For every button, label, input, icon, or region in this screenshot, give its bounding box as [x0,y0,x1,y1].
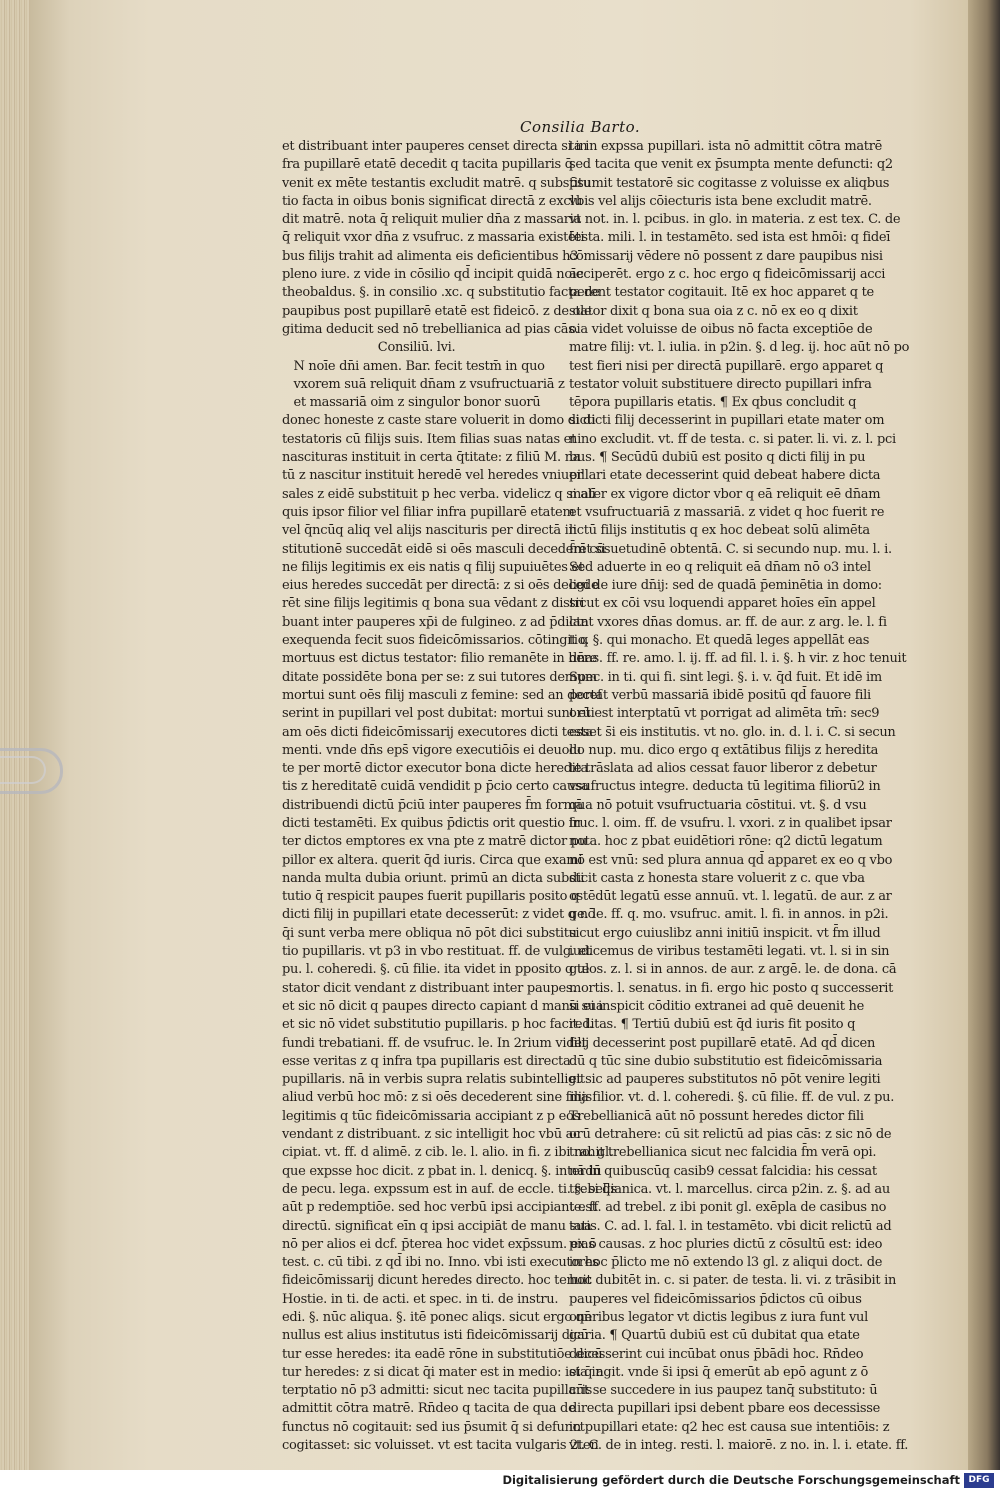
text-line: eius heredes succedāt per directā: z si oēs decede [282,578,599,594]
text-line: tutio q̄ respicit paupes fuerit pupillaris posito q [282,889,580,905]
text-line: vbis vel alijs cōiecturis ista bene excludit matrē. [569,193,872,209]
text-line: exequenda fecit suos fideicōmissarios. cōtingit q [282,633,588,649]
text-line: dū q tūc sine dubio substitutio est fideicōmissaria [569,1053,883,1069]
text-line: nullus est alius institutus isti fideicōmissarij dicū [282,1328,589,1344]
text-line: ta in expssa pupillari. ista nō admittit cōtra matrē [569,139,883,154]
text-line: et sic nō dicit q paupes directo capiant d manu sua [282,998,604,1014]
text-line: Hostie. in ti. de acti. et spec. in ti. de instru. [282,1291,559,1307]
text-line: vt. C. de in integ. resti. l. maiorē. z no. in. l. i. etate. ff. [569,1438,909,1454]
text-line: et vsufructuariā z massariā. z videt q hoc fuerit re [569,504,885,520]
text-line: nascituras instituit in certa q̄titate: z filiū M. na [282,450,581,466]
text-line: testator voluit substituere directo pupillari infra [569,376,872,392]
text-line: venit ex mēte testantis excludit matrē. q substitu [282,175,591,191]
text-line: orū detrahere: cū sit relictū ad pias cās: z sic nō de [569,1127,892,1143]
text-line: perent testator cogitauit. Itē ex hoc apparet q te [569,285,874,301]
dfg-logo: DFG [964,1473,994,1488]
text-line: N noīe dn̄i amen. Bar. fecit testm̄ in quo [282,358,545,374]
text-line: portat verbū massariā ibidē positū qd̄ fauore fili [569,687,871,703]
text-line: filij decesserint post pupillarē etatē. Ad qd̄ dicen [569,1035,876,1051]
text-line: matre filij: vt. l. iulia. in p2in. §. d leg. ij. hoc aūt nō po [569,340,910,356]
funding-notice: Digitalisierung gefördert durch die Deutsche Forschungsgemeinschaft [502,1473,960,1487]
text-line: et distribuant inter pauperes censet directa si in [282,139,588,154]
text-line: bus. ¶ Secūdū dubiū est posito q dicti filij in pu [569,450,866,466]
text-line: p̄sumit testatorē sic cogitasse z voluisse ex aliqbus [569,175,890,191]
text-line: ditate possidēte bona per se: z sui tutores demum [282,669,597,685]
text-line: cipiat. vt. ff. d alimē. z cib. le. l. alio. in fi. z ibi no. gl. [282,1145,613,1161]
text-line: si dicti filij decesserint in pupillari etate mater om [569,413,885,429]
text-line: stator dicit vendant z distribuant inter paupes. [282,980,577,996]
text-line: vel q̄ncūq aliq vel alijs nascituris per directā in [282,523,577,539]
text-line: mortis. l. senatus. in fi. ergo hic posto q successerit [569,980,894,996]
text-line: pillor ex altera. querit q̄d iuris. Circa que exami [282,852,583,868]
text-line: mortui sunt oēs filij masculi z femine: sed an decef [282,687,602,703]
text-line: decesserint cui incūbat onus p̄bādi hoc. Rn̄deo [569,1346,864,1362]
text-line: admittit cōtra matrē. Rn̄deo q tacita de qua de [282,1401,576,1417]
text-line: pleno iure. z vide in cōsilio qd̄ incipit quidā noīe [282,267,584,283]
text-line: tio facta in oibus bonis significat directā z exclu [282,193,583,209]
paper-clip-inner-icon [0,756,46,784]
text-line: aūt p redemptiōe. sed hoc verbū ipsi accipiant est [282,1200,597,1216]
text-line: sicut ergo cuiuslibz anni initiū inspicit. vt f̄m illud [569,925,881,941]
text-line: q̄i sunt verba mere obliqua nō pōt dici substitu [282,925,577,941]
text-line: rēt sine filijs legitimis q bona sua vēdant z distri [282,596,585,612]
text-line: oneribus legator vt dictis legibus z iura funt vul [569,1310,868,1325]
text-line: pupillaris. nā in verbis supra relatis subintelligit [282,1072,585,1088]
text-line: paupibus post pupillarē etatē est fideicō. z de ole [282,303,592,319]
text-line: ma filior. vt. d. l. coheredi. §. cū filie. ff. de vul. z pu. [569,1090,895,1106]
text-line: sales z eidē substituit p hec verba. videlicz q si alī [282,486,596,502]
text-line: tēpora pupillaris etatis. ¶ Ex qbus concludit q [569,395,857,411]
text-line: test fieri nisi per directā pupillarē. ergo apparet q [569,358,884,374]
text-line: gulos. z. l. si in annos. de aur. z argē. le. de dona. cā [569,962,897,978]
text-line: pauperes vel fideicōmissarios p̄dictos cū oibus [569,1291,862,1307]
text-line: tis z hereditatē cuidā vendidit p p̄cio certo causa [282,779,589,795]
text-line: vendant z distribuant. z sic intelligit hoc vbū ac [282,1127,581,1143]
text-line: tatis. C. ad. l. fal. l. in testamēto. vbi dicit relictū ad [569,1218,892,1234]
text-line: tio. §. qui monacho. Et quedā leges appellāt eas [569,633,870,649]
text-line: edi. §. nūc aliqua. §. itē ponec aliqs. sicut ergo qn̄ [282,1310,592,1325]
text-line: ne filijs legitimis ex eis natis q filij supuiuētes et [282,559,584,575]
text-line: ter dictos emptores ex vna pte z matrē dictor pu [282,834,587,850]
text-line: gitima deducit sed nō trebellianica ad pias cās. [282,321,579,337]
text-line: te trāslata ad alios cessat fauor liberor z debetur [569,761,877,777]
text-line: in pupillari etate: q2 hec est causa sue intentiōis: z [569,1419,890,1435]
text-line: aliud verbū hoc mō: z si oēs decederent sine filijs [282,1090,592,1106]
text-line: nota. hoc z pbat euidētiori rōne: q2 dictū legatum [569,834,883,850]
text-line: q̄ reliquit vxor dn̄a z vsufruc. z massaria existēti [282,230,585,246]
text-line: theobaldus. §. in consilio .xc. q substitutio facta de [282,285,600,301]
text-line: et massariā oim z singulor bonor suorū [282,395,541,411]
text-line: pias causas. z hoc pluries dictū z cōsultū est: ideo [569,1236,883,1252]
text-line: Consiliū. lvi. [282,340,456,356]
text-line: iudicemus de viribus testamēti legati. vt. l. si in sin [569,944,890,960]
text-line: quis ipsor filior vel filiar infra pupillarē etatem [282,504,575,520]
running-header: Consilia Barto. [520,118,641,136]
text-line: que expsse hoc dicit. z pbat in. l. denicq. §. interdū [282,1163,602,1179]
text-line: fruc. l. oim. ff. de vsufru. l. vxori. z in qualibet ipsar [569,815,892,831]
text-line: s̄i ei inspicit cōditio extranei ad quē deuenit he [569,998,864,1014]
text-line: ostēdūt legatū esse annuū. vt. l. legatū. de aur. z ar [569,889,892,905]
text-line: mater ex vigore dictor vbor q eā reliquit eē dn̄am [569,486,881,502]
text-line: et sic nō videt substitutio pupillaris. p hoc facit. l. [282,1017,593,1033]
text-line: lant vxores dn̄as domus. ar. ff. de aur. z arg. le. l. fi [569,614,887,630]
text-line: dicit casta z honesta stare voluerit z c. que vba [569,870,865,886]
text-line: directa pupillari ipsi debent pbare eos decessisse [569,1401,881,1417]
text-line: dicti testamēti. Ex quibus p̄dictis orit questio in [282,815,581,831]
text-line: cogitasset: sic voluisset. vt est tacita vulgaris 2ten [282,1438,599,1454]
text-line: esse veritas z q infra tpa pupillaris est directa [282,1053,571,1069]
right-text-column [569,138,910,1455]
text-line: Sed aduerte in eo q reliquit eā dn̄am nō o3 intel [569,559,871,575]
text-line: ligi de iure dn̄ij: sed de quadā p̄eminētia in domo: [569,578,882,594]
text-line: sed tacita que venit ex p̄sumpta mente defuncti: q2 [569,157,893,173]
text-line: cūt se succedere in ius paupez tanq̄ substituto: ū [569,1383,878,1399]
text-line: dn̄as. ff. re. amo. l. ij. ff. ad fil. l. i. §. h vir. z hoc tenuit [569,651,907,667]
text-line: am oēs dicti fideicōmissarij executores dicti testa [282,724,593,740]
left-text-column [282,138,617,1455]
text-line: f̄m cōsuetudinē obtentā. C. si secundo nup. mu. l. i. [569,541,892,557]
text-line: nō est vnū: sed plura annua qd̄ apparet ex eo q vbo [569,852,893,868]
text-line: nō per alios ei dcf. p̄terea hoc videt exp̄ssum. ex ō [282,1236,597,1252]
text-line: hoc dubitēt in. c. si pater. de testa. li. vi. z trāsibit in [569,1273,897,1289]
text-line: stator dixit q bona sua oia z c. nō ex eo q dixit [569,303,858,319]
text-line: cōmissarij vēdere nō possent z dare paupibus nisi [569,248,883,264]
text-line: terptatio nō p3 admitti: sicut nec tacita pupillaris [282,1383,593,1399]
text-line: esset s̄i eis institutis. vt no. glo. in. d. l. i. C. si secun [569,724,896,740]
text-line: tio pupillaris. vt p3 in vbo restituat. ff. de vulg. et [282,944,591,960]
text-line: tur heredes: z si dicat q̄i mater est in medio: ista in [282,1364,604,1380]
text-line: orū est interptatū vt porrigat ad alimēta tm̄: sec9 [569,706,880,722]
text-line: vt not. in. l. pcibus. in glo. in materia. z est tex. C. de [569,212,901,228]
text-line: et sic ad pauperes substitutos nō pōt venire legiti [569,1072,881,1088]
text-line: in hoc p̄licto me nō extendo l3 gl. z aliqui doct. de [569,1255,883,1271]
text-line: tur esse heredes: ita eadē rōne in substitutiōe dicū [282,1346,603,1362]
text-line: vsufructus integre. deducta tū legitima filiorū2 in [569,779,881,795]
text-line: te per mortē dictor executor bona dicte heredita [282,761,588,777]
text-line: testa. mili. l. in testamēto. sed ista est hmōi: q fideī [569,230,891,246]
text-line: tū z nascitur instituit heredē vel heredes vniuer [282,468,583,484]
text-line: trahit trebellianica sicut nec falcidia f̄m verā opi. [569,1145,877,1161]
text-line: donec honeste z caste stare voluerit in domo dicti [282,413,596,429]
text-line: nā in quibuscūq casib9 cessat falcidia: his cessat [569,1163,877,1179]
text-line: qua nō potuit vsufructuaria cōstitui. vt. §. d vsu [569,797,867,813]
text-line: pu. l. coheredi. §. cū filie. ita videt in pposito q te [282,962,590,978]
text-line: pillari etate decesserint quid debeat habere dicta [569,468,881,484]
text-line: dicti filij in pupillari etate decesserūt: z videt q nō [282,907,596,923]
text-line: vxorem suā reliquit dn̄am z vsufructuariā z [282,376,565,392]
text-line: test. c. cū tibi. z qd̄ ibi no. Inno. vbi isti executores [282,1255,599,1271]
text-line: stitutionē succedāt eidē si oēs masculi decederēt si [282,541,606,557]
text-line: functus nō cogitauit: sed ius p̄sumit q̄ si defunct [282,1419,585,1435]
text-line: acciperēt. ergo z c. hoc ergo q fideicōmissarij acci [569,267,886,283]
text-line: fundi trebatiani. ff. de vsufruc. le. In 2rium videt [282,1035,587,1051]
text-line: menti. vnde dn̄s eps̄ vigore executiōis ei deuolu [282,742,582,758]
text-line: nanda multa dubia oriunt. primū an dicta substi [282,870,585,886]
text-line: bus filijs trahit ad alimenta eis deficientibus h3 [282,248,579,264]
text-line: te. ff. ad trebel. z ibi ponit gl. exēpla de casibus no [569,1200,887,1216]
text-line: garia. ¶ Quartū dubiū est cū dubitat qua etate [569,1328,860,1344]
text-line: directū. significat eīn q ipsi accipiāt de manu sua [282,1218,592,1234]
text-line: oia videt voluisse de oibus nō facta exceptiōe de [569,321,873,337]
text-line: ei q̄ agit. vnde s̄i ipsi q̄ emerūt ab epō agunt z ō [569,1364,868,1380]
page-edges-right [968,0,1000,1470]
text-line: nino excludit. vt. ff de testa. c. si pater. li. vi. z. l. pci [569,431,896,447]
text-line: trebellianica. vt. l. marcellus. circa p2in. z. §. ad au [569,1181,890,1197]
text-line: sicut ex cōi vsu loquendi apparet hoīes eīn appel [569,596,876,612]
text-line: testatoris cū filijs suis. Item filias suas natas et [282,431,577,447]
footer-bar [0,1470,1000,1492]
text-line: Spec. in ti. qui fi. sint legi. §. i. v. q̄d fuit. Et idē im [569,669,882,685]
text-line: legitimis q tūc fideicōmissaria accipiant z p eos [282,1108,580,1124]
text-line: do nup. mu. dico ergo q extātibus filijs z heredita [569,742,879,758]
text-line: buant inter pauperes xp̄i de fulgineo. z ad p̄dicta [282,614,589,630]
text-line: lictū filijs institutis q ex hoc debeat solū alimēta [569,523,870,539]
text-line: ge. le. ff. q. mo. vsufruc. amit. l. fi. in annos. in p2i. [569,907,889,923]
text-line: fra pupillarē etatē decedit q tacita pupillaris q̄ [282,157,573,173]
text-line: distribuendi dictū p̄ciū inter pauperes f̄m formā [282,797,583,813]
text-line: reditas. ¶ Tertiū dubiū est q̄d iuris fit posito q [569,1017,856,1033]
text-line: serint in pupillari vel post dubitat: mortui sunt eti [282,706,595,722]
text-line: Trebellianicā aūt nō possunt heredes dictor fili [569,1108,864,1124]
text-line: fideicōmissarij dicunt heredes directo. hoc tenuit [282,1273,592,1289]
text-line: mortuus est dictus testator: filio remanēte in here [282,651,598,667]
text-line: de pecu. lega. expssum est in auf. de eccle. ti. §. si q̄s [282,1181,617,1197]
text-line: dit matrē. nota q̄ reliquit mulier dn̄a z massaria [282,212,582,228]
